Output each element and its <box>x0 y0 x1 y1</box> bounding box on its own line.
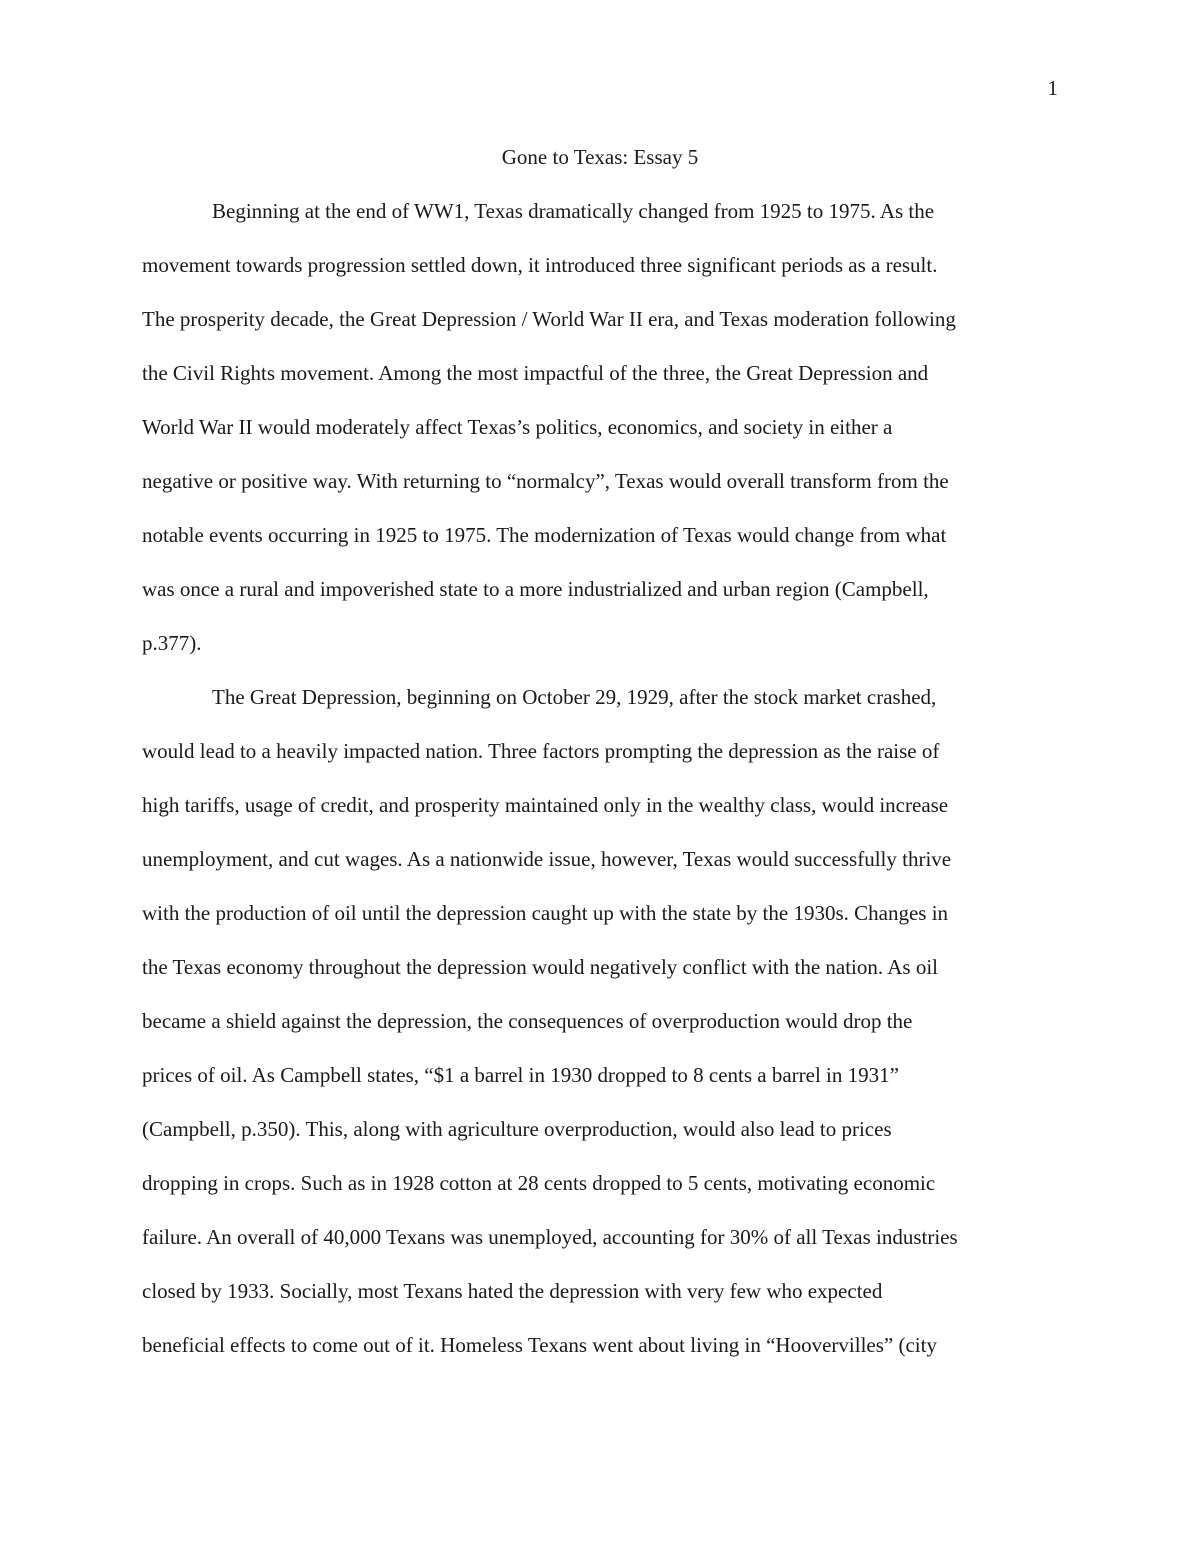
text-line: high tariffs, usage of credit, and prosperity maintained only in the wealthy class, would increase <box>142 793 949 817</box>
text-line: dropping in crops. Such as in 1928 cotton at 28 cents dropped to 5 cents, motivating economic <box>142 1171 936 1195</box>
text-line: (Campbell, p.350). This, along with agriculture overproduction, would also lead to prices <box>142 1117 892 1141</box>
essay-title: Gone to Texas: Essay 5 <box>501 145 699 169</box>
text-line: became a shield against the depression, the consequences of overproduction would drop the <box>142 1009 913 1033</box>
paragraph-1 <box>142 198 1058 684</box>
text-line: with the production of oil until the depression caught up with the state by the 1930s. Changes in <box>142 901 949 925</box>
text-line: p.377). <box>142 631 202 655</box>
text-line: beneficial effects to come out of it. Homeless Texans went about living in “Hoovervilles” (city <box>142 1333 937 1357</box>
text-line: notable events occurring in 1925 to 1975. The modernization of Texas would change from what <box>142 523 947 547</box>
text-line: unemployment, and cut wages. As a nationwide issue, however, Texas would successfully thrive <box>142 847 952 871</box>
paragraph-2 <box>142 684 1058 1386</box>
document-body <box>142 144 1058 1386</box>
text-line: The prosperity decade, the Great Depression / World War II era, and Texas moderation following <box>142 307 956 331</box>
text-line: failure. An overall of 40,000 Texans was unemployed, accounting for 30% of all Texas industries <box>142 1225 958 1249</box>
text-line: negative or positive way. With returning to “normalcy”, Texas would overall transform from the <box>142 469 949 493</box>
text-line: closed by 1933. Socially, most Texans hated the depression with very few who expected <box>142 1279 883 1303</box>
page-number: 1 <box>1047 76 1058 100</box>
text-line: movement towards progression settled down, it introduced three significant periods as a result. <box>142 253 938 277</box>
text-line: the Civil Rights movement. Among the most impactful of the three, the Great Depression and <box>142 361 929 385</box>
text-line: Beginning at the end of WW1, Texas dramatically changed from 1925 to 1975. As the <box>212 199 935 223</box>
text-line: the Texas economy throughout the depression would negatively conflict with the nation. As oil <box>142 955 938 979</box>
text-line: prices of oil. As Campbell states, “$1 a barrel in 1930 dropped to 8 cents a barrel in 1931” <box>142 1063 899 1087</box>
text-line: would lead to a heavily impacted nation. Three factors prompting the depression as the raise of <box>142 739 940 763</box>
text-line: was once a rural and impoverished state to a more industrialized and urban region (Campbell, <box>142 577 929 601</box>
text-line: The Great Depression, beginning on October 29, 1929, after the stock market crashed, <box>212 685 937 709</box>
text-line: World War II would moderately affect Texas’s politics, economics, and society in either a <box>142 415 893 439</box>
